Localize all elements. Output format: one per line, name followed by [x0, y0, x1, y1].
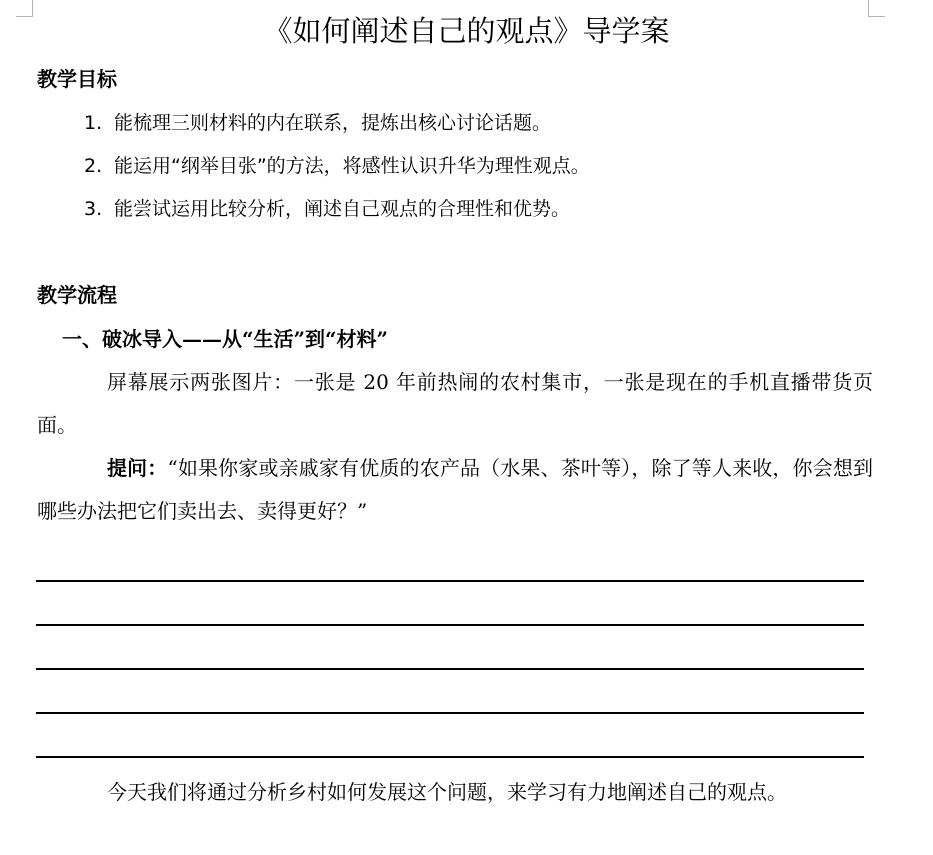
- objective-number: 1.: [84, 112, 103, 134]
- objectives-heading: 教学目标: [37, 67, 117, 91]
- objective-number: 3.: [84, 198, 103, 220]
- objective-item: [84, 105, 590, 148]
- answer-line[interactable]: [36, 624, 864, 626]
- objective-item: [84, 148, 590, 191]
- objective-text: 能尝试运用比较分析，阐述自己观点的合理性和优势。: [114, 198, 571, 220]
- intro-paragraph: 屏幕展示两张图片：一张是 20 年前热闹的农村集市，一张是现在的手机直播带货页面。: [37, 370, 873, 437]
- answer-line[interactable]: [36, 580, 864, 582]
- section-title: 一、破冰导入——从“生活”到“材料”: [62, 327, 389, 351]
- objective-item: [84, 191, 590, 234]
- objective-text: 能运用“纲举目张”的方法，将感性认识升华为理性观点。: [114, 155, 590, 177]
- objectives-list: [84, 105, 590, 234]
- question-text: “如果你家或亲戚家有优质的农产品（水果、茶叶等），除了等人来收，你会想到哪些办法把它们卖出去、卖得更好？”: [37, 456, 874, 523]
- objective-text: 能梳理三则材料的内在联系，提炼出核心讨论话题。: [114, 112, 552, 134]
- answer-line[interactable]: [36, 668, 864, 670]
- question-label: 提问：: [107, 456, 168, 480]
- document-title: 《如何阐述自己的观点》导学案: [263, 14, 670, 48]
- answer-line[interactable]: [36, 756, 864, 758]
- process-heading: 教学流程: [37, 283, 117, 307]
- question-paragraph: [37, 447, 873, 533]
- answer-line[interactable]: [36, 712, 864, 714]
- objective-number: 2.: [84, 155, 103, 177]
- closing-paragraph: 今天我们将通过分析乡村如何发展这个问题，来学习有力地阐述自己的观点。: [107, 780, 787, 804]
